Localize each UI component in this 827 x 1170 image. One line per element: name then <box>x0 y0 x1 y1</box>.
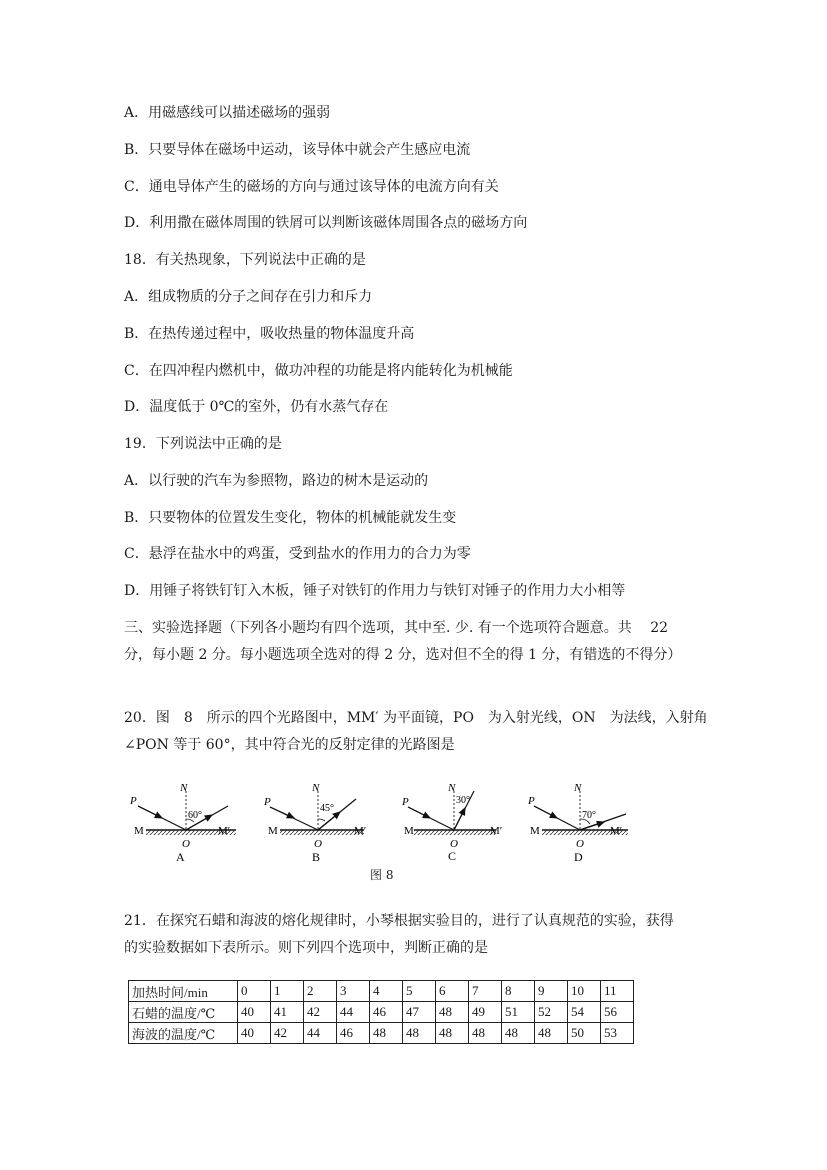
table-cell: 9 <box>535 981 568 1002</box>
table-cell: 46 <box>337 1023 370 1044</box>
panel-d-o-label: O <box>576 838 584 850</box>
table-row <box>129 1023 634 1044</box>
figure-panel-a <box>129 782 236 864</box>
panel-c-o-label: O <box>450 838 458 850</box>
table-cell: 49 <box>469 1002 502 1023</box>
table-cell: 50 <box>568 1023 601 1044</box>
panel-a-o-label: O <box>182 838 190 850</box>
figure-panel-b <box>263 782 366 864</box>
panel-a-m2-label: M′ <box>218 825 231 837</box>
table-cell: 40 <box>238 1023 271 1044</box>
panel-a-n-label: N <box>180 782 188 794</box>
table-cell: 47 <box>403 1002 436 1023</box>
option-19a: A．以行驶的汽车为参照物，路边的树木是运动的 <box>124 473 429 489</box>
panel-d-m-label: M <box>530 825 540 837</box>
panel-c-n-label: N <box>448 782 456 794</box>
option-18d: D．温度低于 0℃的室外，仍有水蒸气存在 <box>124 399 389 415</box>
panel-b-m2-label: M′ <box>354 825 367 837</box>
option-18b: B．在热传递过程中，吸收热量的物体温度升高 <box>124 326 415 342</box>
panel-c-m-label: M <box>404 825 414 837</box>
table-cell: 2 <box>304 981 337 1002</box>
table-cell: 10 <box>568 981 601 1002</box>
option-19d: D．用锤子将铁钉钉入木板，锤子对铁钉的作用力与铁钉对锤子的作用力大小相等 <box>124 583 626 599</box>
section-3-heading: 三、实验选择题（下列各小题均有四个选项，其中至. 少. 有一个选项符合题意。共 22 <box>124 620 669 636</box>
table-cell: 46 <box>370 1002 403 1023</box>
panel-d-label: D <box>574 850 583 864</box>
table-cell: 40 <box>238 1002 271 1023</box>
figure-panel-c <box>401 782 502 863</box>
table-cell: 7 <box>469 981 502 1002</box>
table-header-time: 加热时间/min <box>129 981 238 1002</box>
table-cell: 48 <box>403 1023 436 1044</box>
option-17a: A．用磁感线可以描述磁场的强弱 <box>124 105 331 121</box>
question-20-cont: ∠PON 等于 60°，其中符合光的反射定律的光路图是 <box>124 737 455 753</box>
question-21-cont: 的实验数据如下表所示。则下列四个选项中，判断正确的是 <box>124 940 488 956</box>
panel-d-n-label: N <box>574 782 582 794</box>
panel-d-p-label: P <box>528 795 535 807</box>
table-cell: 4 <box>370 981 403 1002</box>
table-cell: 48 <box>436 1002 469 1023</box>
table-cell: 5 <box>403 981 436 1002</box>
option-19c: C．悬浮在盐水中的鸡蛋，受到盐水的作用力的合力为零 <box>124 546 471 562</box>
table-cell: 8 <box>502 981 535 1002</box>
table-header-paraffin: 石蜡的温度/℃ <box>129 1002 238 1023</box>
table-cell: 0 <box>238 981 271 1002</box>
table-cell: 51 <box>502 1002 535 1023</box>
panel-a-m-label: M <box>134 825 144 837</box>
panel-b-n-label: N <box>312 782 320 794</box>
panel-c-angle: 30° <box>456 795 470 806</box>
table-cell: 44 <box>337 1002 370 1023</box>
panel-b-angle: 45° <box>320 803 334 814</box>
panel-b-m-label: M <box>268 825 278 837</box>
table-cell: 44 <box>304 1023 337 1044</box>
panel-c-m2-label: M′ <box>490 825 503 837</box>
table-cell: 42 <box>304 1002 337 1023</box>
melting-data-table <box>128 980 634 1044</box>
table-cell: 56 <box>601 1002 634 1023</box>
table-cell: 41 <box>271 1002 304 1023</box>
table-cell: 11 <box>601 981 634 1002</box>
question-21: 21．在探究石蜡和海波的熔化规律时，小琴根据实验目的，进行了认真规范的实验，获得 <box>124 913 674 929</box>
figure-panel-d <box>527 782 628 864</box>
panel-a-label: A <box>176 850 185 864</box>
table-cell: 48 <box>502 1023 535 1044</box>
table-cell: 6 <box>436 981 469 1002</box>
table-cell: 1 <box>271 981 304 1002</box>
table-cell: 48 <box>469 1023 502 1044</box>
panel-a-angle: 60° <box>188 810 202 821</box>
table-cell: 3 <box>337 981 370 1002</box>
table-cell: 52 <box>535 1002 568 1023</box>
table-cell: 42 <box>271 1023 304 1044</box>
question-20: 20．图 8 所示的四个光路图中，MM′ 为平面镜，PO 为入射光线，ON 为法线，入射角 <box>124 710 708 726</box>
table-row <box>129 1002 634 1023</box>
figure-caption: 图 8 <box>370 868 394 882</box>
panel-a-p-label: P <box>130 795 137 807</box>
table-row <box>129 981 634 1002</box>
table-header-hypo: 海波的温度/℃ <box>129 1023 238 1044</box>
option-17d: D．利用撒在磁体周围的铁屑可以判断该磁体周围各点的磁场方向 <box>124 215 528 231</box>
option-18a: A．组成物质的分子之间存在引力和斥力 <box>124 289 373 305</box>
option-17c: C．通电导体产生的磁场的方向与通过该导体的电流方向有关 <box>124 179 499 195</box>
section-3-scoring: 分，每小题 2 分。每小题选项全选对的得 2 分，选对但不全的得 1 分，有错选的不得分） <box>124 647 682 663</box>
table-cell: 54 <box>568 1002 601 1023</box>
panel-b-label: B <box>312 850 321 864</box>
option-18c: C．在四冲程内燃机中，做功冲程的功能是将内能转化为机械能 <box>124 363 513 379</box>
option-17b: B．只要导体在磁场中运动，该导体中就会产生感应电流 <box>124 142 471 158</box>
panel-c-label: C <box>448 849 457 863</box>
table-cell: 48 <box>436 1023 469 1044</box>
table-cell: 53 <box>601 1023 634 1044</box>
question-19: 19．下列说法中正确的是 <box>124 436 282 452</box>
panel-d-angle: 70° <box>582 810 596 821</box>
panel-d-m2-label: M′ <box>610 825 623 837</box>
panel-b-o-label: O <box>314 838 322 850</box>
table-cell: 48 <box>370 1023 403 1044</box>
question-18: 18．有关热现象，下列说法中正确的是 <box>124 252 366 268</box>
panel-b-p-label: P <box>264 796 271 808</box>
table-cell: 48 <box>535 1023 568 1044</box>
panel-c-p-label: P <box>402 796 409 808</box>
option-19b: B．只要物体的位置发生变化，物体的机械能就发生变 <box>124 510 457 526</box>
